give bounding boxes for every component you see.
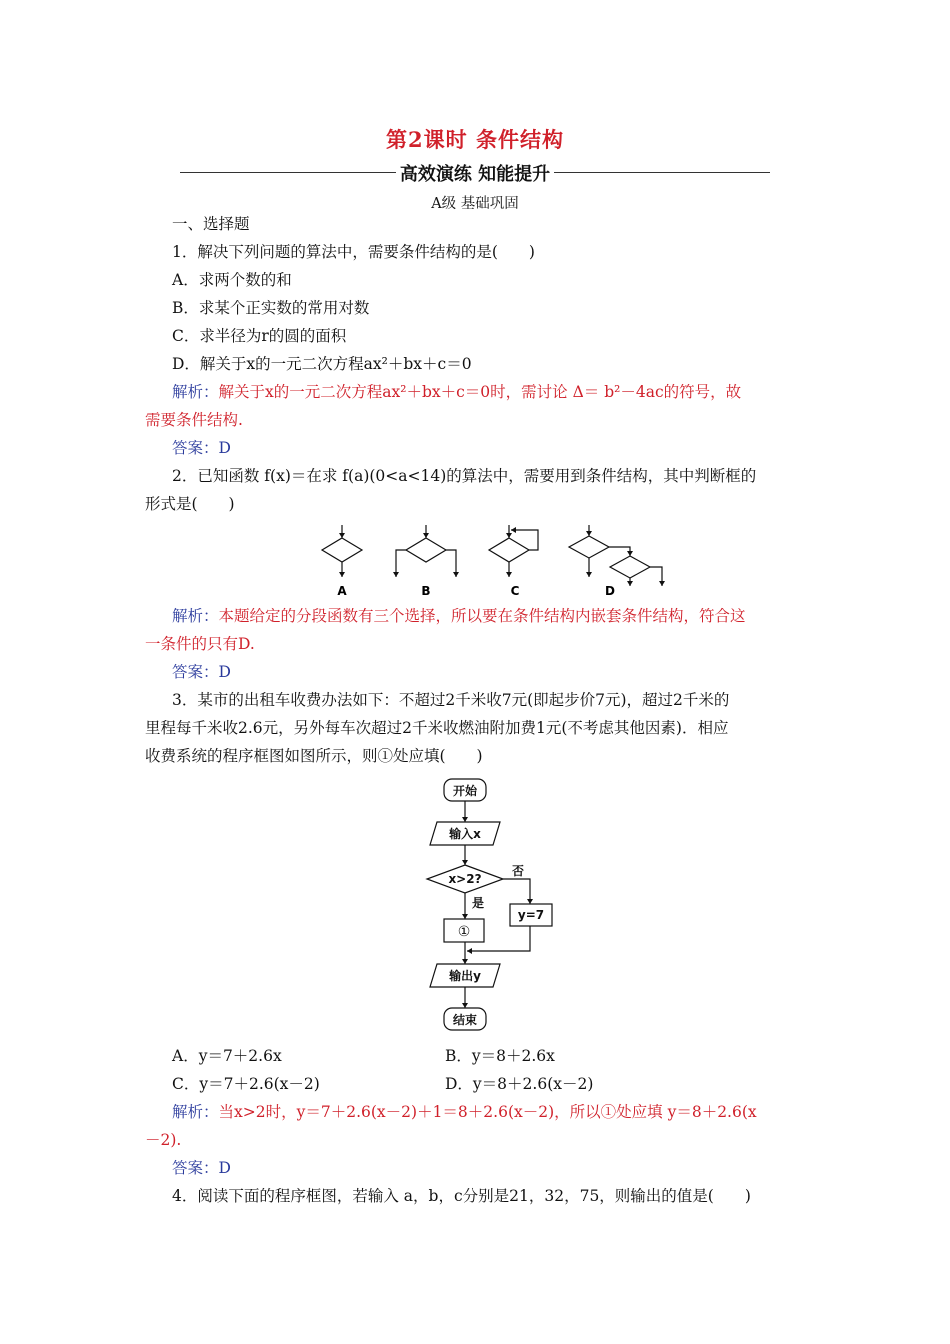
- q3-stem-line3: 收费系统的程序框图如图所示，则①处应填( ): [145, 747, 483, 765]
- option-c-label: C: [510, 584, 520, 598]
- q1-stem: 1．解决下列问题的算法中，需要条件结构的是( ): [172, 243, 535, 261]
- option-c-diagram: [489, 525, 538, 577]
- option-b-diagram: [396, 525, 456, 577]
- q1-option-c: C．求半径为r的圆的面积: [172, 327, 347, 345]
- flow-condition-label: x>2?: [448, 872, 482, 886]
- page-title: 第2课时 条件结构: [386, 127, 564, 152]
- q1-option-b: B．求某个正实数的常用对数: [172, 299, 370, 317]
- flow-blank-label: ①: [457, 924, 471, 940]
- section-band: [180, 160, 770, 184]
- q2-option-diagrams: [312, 520, 692, 600]
- section-heading: 一、选择题: [172, 215, 250, 233]
- q1-analysis-label: 解析：: [172, 383, 219, 401]
- q2-analysis-label: 解析：: [172, 607, 219, 625]
- q1-analysis-line1: [172, 382, 741, 402]
- q3-option-d: D．y＝8＋2.6(x－2): [445, 1075, 594, 1093]
- flow-yes-label: 是: [471, 896, 485, 910]
- q2-stem-line1: 2．已知函数 f(x)＝在求 f(a)(0<a<14)的算法中，需要用到条件结构，其中判断框的: [172, 467, 757, 485]
- q2-analysis-text: 本题给定的分段函数有三个选择，所以要在条件结构内嵌套条件结构，符合这: [218, 607, 746, 625]
- q3-option-b: B．y＝8＋2.6x: [445, 1047, 555, 1065]
- q3-option-a: A．y＝7＋2.6x: [172, 1047, 282, 1065]
- q2-stem-line2: 形式是( ): [145, 495, 235, 513]
- option-b-label: B: [421, 584, 431, 598]
- q3-answer: 答案：D: [172, 1159, 231, 1177]
- q3-analysis-text: 当x>2时，y＝7＋2.6(x－2)＋1＝8＋2.6(x－2)，所以①处应填 y＝8＋2.6(x: [218, 1103, 757, 1121]
- q1-option-a: A．求两个数的和: [172, 271, 292, 289]
- level-heading: A级 基础巩固: [431, 196, 519, 212]
- flow-assign-label: y=7: [517, 908, 545, 922]
- flow-end-label: 结束: [452, 1013, 478, 1027]
- option-d-label: D: [605, 584, 615, 598]
- q3-analysis-label: 解析：: [172, 1103, 219, 1121]
- option-d-diagram: [569, 525, 662, 586]
- q3-analysis-line2: －2).: [145, 1131, 182, 1149]
- q3-stem-line2: 里程每千米收2.6元，另外每车次超过2千米收燃油附加费1元(不考虑其他因素)．相应: [145, 719, 729, 737]
- option-a-label: A: [337, 584, 347, 598]
- q1-analysis-text: 解关于x的一元二次方程ax²＋bx＋c＝0时，需讨论 Δ＝ b²－4ac的符号，故: [218, 383, 742, 401]
- q4-stem: 4．阅读下面的程序框图，若输入 a，b，c分别是21，32，75，则输出的值是( ): [172, 1187, 751, 1205]
- option-a-diagram: [322, 525, 362, 577]
- q3-analysis-line1: [172, 1102, 757, 1122]
- flow-start-label: 开始: [452, 784, 478, 798]
- q3-stem-line1: 3．某市的出租车收费办法如下：不超过2千米收7元(即起步价7元)，超过2千米的: [172, 691, 730, 709]
- band-title: 高效演练 知能提升: [396, 164, 554, 185]
- flow-input-label: 输入x: [449, 827, 481, 841]
- q1-analysis-line2: 需要条件结构.: [145, 411, 243, 429]
- q2-analysis-line1: [172, 606, 746, 626]
- q3-flowchart: [420, 775, 580, 1040]
- q2-answer: 答案：D: [172, 663, 231, 681]
- q3-option-c: C．y＝7＋2.6(x－2): [172, 1075, 320, 1093]
- q1-option-d: D．解关于x的一元二次方程ax²＋bx＋c＝0: [172, 355, 472, 373]
- flow-no-label: 否: [511, 864, 525, 878]
- q2-analysis-line2: 一条件的只有D.: [145, 635, 255, 653]
- flow-output-label: 输出y: [449, 969, 481, 983]
- q1-answer: 答案：D: [172, 439, 231, 457]
